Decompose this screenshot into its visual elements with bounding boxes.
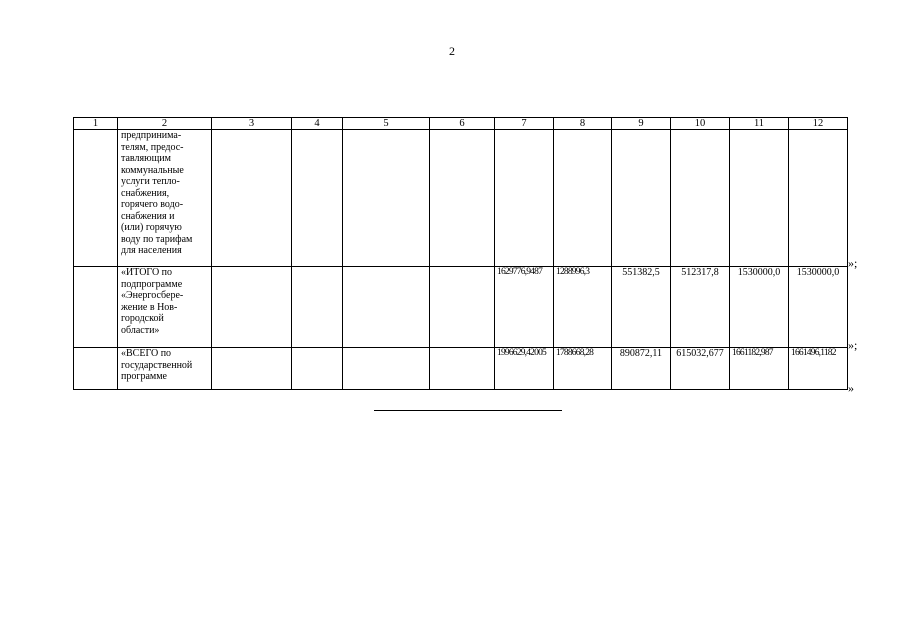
table-cell bbox=[212, 348, 292, 390]
table-cell bbox=[430, 267, 495, 348]
table-cell bbox=[730, 130, 789, 267]
row-description: предпринима- телям, предос- тавляющим коммунальные услуги тепло- снабжения, горячего водо- снабжения и (или) горячую воду по тарифам для населения bbox=[118, 130, 212, 267]
row-description: «ВСЕГО по государственной программе bbox=[118, 348, 212, 390]
value-cell: 1661496,1182 bbox=[789, 348, 848, 390]
value-cell: 512317,8 bbox=[671, 267, 730, 348]
table-cell bbox=[495, 130, 554, 267]
table-cell bbox=[671, 130, 730, 267]
table-cell bbox=[430, 348, 495, 390]
table-cell bbox=[292, 348, 343, 390]
table-cell bbox=[789, 130, 848, 267]
value-cell: 1530000,0 bbox=[730, 267, 789, 348]
closing-rule bbox=[374, 410, 562, 411]
column-header: 9 bbox=[612, 118, 671, 130]
column-number-row bbox=[74, 118, 848, 130]
row-description: «ИТОГО по подпрограмме «Энергосбере- жение в Нов- городской области» bbox=[118, 267, 212, 348]
value-cell: 1788668,28 bbox=[554, 348, 612, 390]
value-cell: 1996629,42005 bbox=[495, 348, 554, 390]
budget-table bbox=[73, 117, 848, 390]
value-cell: 1530000,0 bbox=[789, 267, 848, 348]
column-header: 12 bbox=[789, 118, 848, 130]
value-cell: 1661182,987 bbox=[730, 348, 789, 390]
table-cell bbox=[292, 267, 343, 348]
column-header: 1 bbox=[74, 118, 118, 130]
table-cell bbox=[343, 267, 430, 348]
table-cell bbox=[612, 130, 671, 267]
table-cell bbox=[292, 130, 343, 267]
column-header: 4 bbox=[292, 118, 343, 130]
table-row bbox=[74, 267, 848, 348]
row-closing-quote: » bbox=[848, 381, 854, 395]
table-cell bbox=[212, 267, 292, 348]
table-cell bbox=[212, 130, 292, 267]
value-cell: 1288996,3 bbox=[554, 267, 612, 348]
row-closing-quote: »; bbox=[848, 256, 858, 270]
column-header: 11 bbox=[730, 118, 789, 130]
column-header: 5 bbox=[343, 118, 430, 130]
table-cell bbox=[343, 348, 430, 390]
table-cell bbox=[74, 130, 118, 267]
value-cell: 551382,5 bbox=[612, 267, 671, 348]
value-cell: 615032,677 bbox=[671, 348, 730, 390]
column-header: 2 bbox=[118, 118, 212, 130]
column-header: 7 bbox=[495, 118, 554, 130]
table-cell bbox=[430, 130, 495, 267]
table-cell bbox=[74, 267, 118, 348]
table-cell bbox=[554, 130, 612, 267]
column-header: 10 bbox=[671, 118, 730, 130]
column-header: 8 bbox=[554, 118, 612, 130]
table-row bbox=[74, 130, 848, 267]
column-header: 6 bbox=[430, 118, 495, 130]
page-number: 2 bbox=[449, 44, 455, 58]
column-header: 3 bbox=[212, 118, 292, 130]
table-cell bbox=[74, 348, 118, 390]
value-cell: 1629776,9487 bbox=[495, 267, 554, 348]
table-row bbox=[74, 348, 848, 390]
table-cell bbox=[343, 130, 430, 267]
row-closing-quote: »; bbox=[848, 338, 858, 352]
value-cell: 890872,11 bbox=[612, 348, 671, 390]
